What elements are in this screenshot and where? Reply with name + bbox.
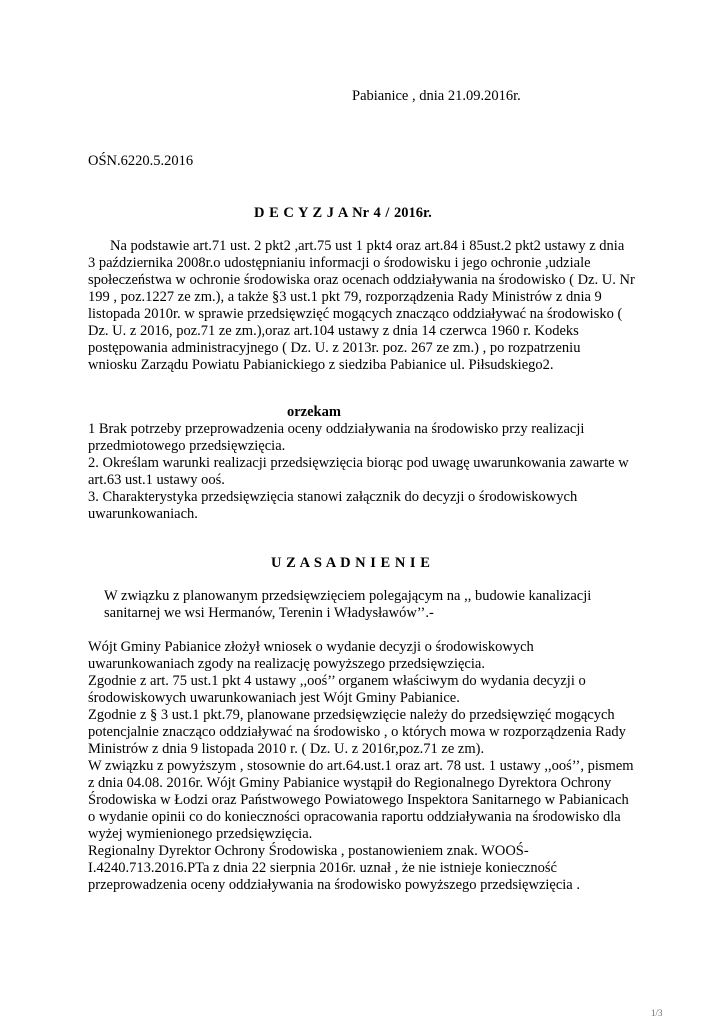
body-line: Regionalny Dyrektor Ochrony Środowiska , postanowieniem znak. WOOŚ- <box>88 843 529 859</box>
ruling-line: 2. Określam warunki realizacji przedsięwzięcia biorąc pod uwagę uwarunkowania zawarte w <box>88 455 629 471</box>
justification-body <box>88 639 634 894</box>
body-line: wyżej wymienionego przedsięwzięcia. <box>88 826 313 842</box>
body-line: środowiskowych uwarunkowaniach jest Wójt Gminy Pabianice. <box>88 690 460 706</box>
ruling-heading: orzekam <box>287 404 341 420</box>
basis-line: postępowania administracyjnego ( Dz. U. z 2013r. poz. 267 ze zm.) , po rozpatrzeniu <box>88 340 581 356</box>
body-line: uwarunkowaniach zgody na realizację powyższego przedsięwzięcia. <box>88 656 485 672</box>
justification-heading: U Z A S A D N I E N I E <box>271 555 431 571</box>
body-line: z dnia 04.08. 2016r. Wójt Gminy Pabianice wystąpił do Regionalnego Dyrektora Ochrony <box>88 775 612 791</box>
basis-line: wniosku Zarządu Powiatu Pabianickiego z siedziba Pabianice ul. Piłsudskiego2. <box>88 357 554 373</box>
legal-basis-paragraph <box>88 238 635 374</box>
body-line: W związku z powyższym , stosownie do art.64.ust.1 oraz art. 78 ust. 1 ustawy ,,ooś’’, pismem <box>88 758 634 774</box>
ruling-line: uwarunkowaniach. <box>88 506 198 522</box>
place-date: Pabianice , dnia 21.09.2016r. <box>352 88 521 104</box>
page-number: 1/3 <box>651 1008 663 1018</box>
body-line: I.4240.713.2016.PTa z dnia 22 sierpnia 2016r. uznał , że nie istnieje konieczność <box>88 860 557 876</box>
body-line: przeprowadzenia oceny oddziaływania na środowisko powyższego przedsięwzięcia . <box>88 877 580 893</box>
ruling-line: 3. Charakterystyka przedsięwzięcia stanowi załącznik do decyzji o środowiskowych <box>88 489 578 505</box>
body-line: Zgodnie z § 3 ust.1 pkt.79, planowane przedsięwzięcie należy do przedsięwzięć mogących <box>88 707 615 723</box>
intro-line: W związku z planowanym przedsięwzięciem polegającym na ,, budowie kanalizacji <box>104 588 592 604</box>
body-line: o wydanie opinii co do konieczności opracowania raportu oddziaływania na środowisko dla <box>88 809 621 825</box>
ruling-line: art.63 ust.1 ustawy ooś. <box>88 472 225 488</box>
basis-line: społeczeństwa w ochronie środowiska oraz ocenach oddziaływania na środowisko ( Dz. U. Nr <box>88 272 635 288</box>
body-line: Ministrów z dnia 9 listopada 2010 r. ( Dz. U. z 2016r,poz.71 ze zm). <box>88 741 485 757</box>
basis-line: 3 października 2008r.o udostępnianiu informacji o środowisku i jego ochronie ,udziale <box>88 255 591 271</box>
basis-line: Na podstawie art.71 ust. 2 pkt2 ,art.75 ust 1 pkt4 oraz art.84 i 85ust.2 pkt2 ustawy z dnia <box>110 238 625 254</box>
basis-line: listopada 2010r. w sprawie przedsięwzięć mogących znacząco oddziaływać na środowisko ( <box>88 306 623 322</box>
body-line: Wójt Gminy Pabianice złożył wniosek o wydanie decyzji o środowiskowych <box>88 639 534 655</box>
intro-line: sanitarnej we wsi Hermanów, Terenin i Władysławów’’.- <box>104 605 434 621</box>
justification-intro <box>104 588 591 622</box>
body-line: potencjalnie znacząco oddziaływać na środowisko , o których mowa w rozporządzenia Rady <box>88 724 626 740</box>
basis-line: Dz. U. z 2016, poz.71 ze zm.),oraz art.104 ustawy z dnia 14 czerwca 1960 r. Kodeks <box>88 323 579 339</box>
basis-line: 199 , poz.1227 ze zm.), a także §3 ust.1 pkt 79, rozporządzenia Rady Ministrów z dnia 9 <box>88 289 602 305</box>
ruling-list <box>88 421 629 523</box>
reference-number: OŚN.6220.5.2016 <box>88 153 194 169</box>
body-line: Zgodnie z art. 75 ust.1 pkt 4 ustawy ,,ooś’’ organem właściwym do wydania decyzji o <box>88 673 586 689</box>
body-line: Środowiska w Łodzi oraz Państwowego Powiatowego Inspektora Sanitarnego w Pabianicach <box>88 792 629 808</box>
decision-title: D E C Y Z J A Nr 4 / 2016r. <box>254 205 432 221</box>
ruling-line: przedmiotowego przedsięwzięcia. <box>88 438 286 454</box>
ruling-line: 1 Brak potrzeby przeprowadzenia oceny oddziaływania na środowisko przy realizacji <box>88 421 585 437</box>
